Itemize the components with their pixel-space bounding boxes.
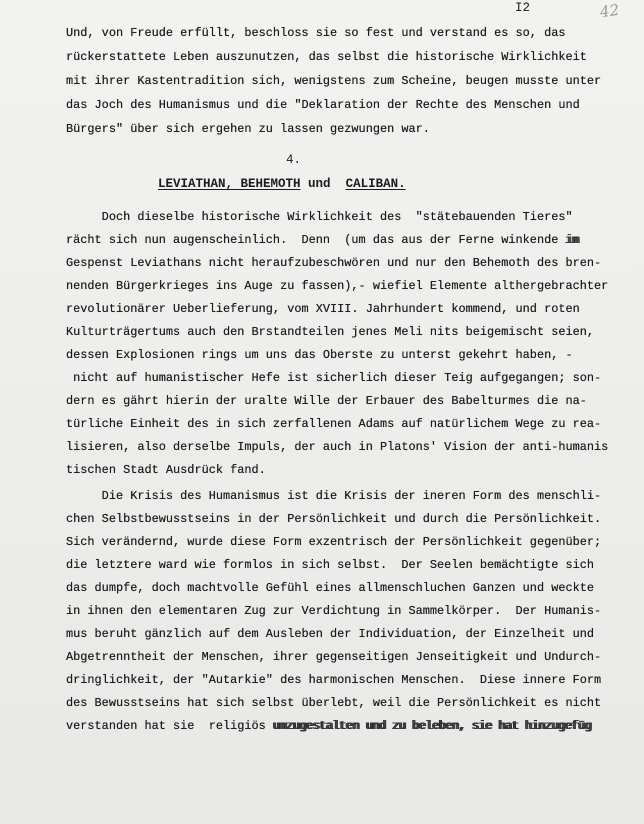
text-line: tischen Stadt Ausdrück fand. xyxy=(66,463,266,477)
text-line: nicht auf humanistischer Hefe ist sicherlich dieser Teig aufgegangen; son- xyxy=(66,371,602,385)
text-line: mit ihrer Kastentradition sich, wenigstens zum Scheine, beugen musste unter xyxy=(66,74,602,88)
text-line: das dumpfe, doch machtvolle Gefühl eines allmenschluchen Ganzen und weckte xyxy=(66,581,595,595)
page-number: I2 xyxy=(515,1,531,15)
text-line: Gespenst Leviathans nicht heraufzubeschwören und nur den Behemoth des bren- xyxy=(66,256,602,270)
text-line: chen Selbstbewusstseins in der Persönlichkeit und durch die Persönlichkeit. xyxy=(66,512,602,526)
text-line: Sich verändernd, wurde diese Form exzentrisch der Persönlichkeit gegenüber; xyxy=(66,535,602,549)
text-line: lisieren, also derselbe Impuls, der auch in Platons' Vision der anti-humanis xyxy=(66,440,609,454)
text-line: revolutionärer Ueberlieferung, vom XVIII. Jahrhundert kommend, und roten xyxy=(66,302,580,316)
section-title-names: LEVIATHAN, BEHEMOTH xyxy=(158,177,301,191)
text-line: Die Krisis des Humanismus ist die Krisis der ineren Form des menschli- xyxy=(66,489,602,503)
overstruck-text: im xyxy=(565,233,579,247)
text-line: türliche Einheit des in sich zerfallenen Adams auf natürlichem Wege zu rea- xyxy=(66,417,602,431)
text-line: rückerstattete Leben auszunutzen, das selbst die historische Wirklichkeit xyxy=(66,50,587,64)
text-line: verstanden hat sie religiös umzugestalten und zu beleben, sie hat hinzugefüg xyxy=(66,719,592,733)
overstruck-text: umzugestalten und zu beleben, sie hat hinzugefüg xyxy=(272,719,592,733)
text-line: nenden Bürgerkrieges ins Auge zu fassen),- wiefiel Elemente althergebrachter xyxy=(66,279,609,293)
text-line: Doch dieselbe historische Wirklichkeit des "stätebauenden Tieres" xyxy=(66,210,573,224)
pencil-page-mark: 42 xyxy=(598,0,621,22)
text-line: dringlichkeit, der "Autarkie" des harmonischen Menschen. Diese innere Form xyxy=(66,673,602,687)
section-number: 4. xyxy=(286,153,302,167)
text-line: das Joch des Humanismus und die "Deklaration der Rechte des Menschen und xyxy=(66,98,580,112)
section-title-und: und xyxy=(308,177,331,191)
text-line: Kulturträgertums auch den Brstandteilen jenes Meli nits beigemischt seien, xyxy=(66,325,595,339)
section-title xyxy=(158,177,406,191)
text-line: dern es gährt hierin der uralte Wille der Erbauer des Babelturmes die na- xyxy=(66,394,587,408)
text-line: in ihnen den elementaren Zug zur Verdichtung in Sammelkörper. Der Humanis- xyxy=(66,604,602,618)
text-line: die letztere ward wie formlos in sich selbst. Der Seelen bemächtigte sich xyxy=(66,558,595,572)
section-title-caliban: CALIBAN. xyxy=(345,177,406,191)
text-line: Und, von Freude erfüllt, beschloss sie so fest und verstand es so, das xyxy=(66,26,566,40)
text-line: Abgetrenntheit der Menschen, ihrer gegenseitigen Jenseitigkeit und Undurch- xyxy=(66,650,602,664)
text-line: mus beruht gänzlich auf dem Ausleben der Individuation, der Einzelheit und xyxy=(66,627,595,641)
text-line: Bürgers" über sich ergehen zu lassen gezwungen war. xyxy=(66,122,430,136)
text-line: dessen Explosionen rings um uns das Oberste zu unterst gekehrt haben, - xyxy=(66,348,573,362)
text-line: des Bewusstseins hat sich selbst überlebt, weil die Persönlichkeit es nicht xyxy=(66,696,602,710)
text-line: rächt sich nun augenscheinlich. Denn (um das aus der Ferne winkende im xyxy=(66,233,579,247)
